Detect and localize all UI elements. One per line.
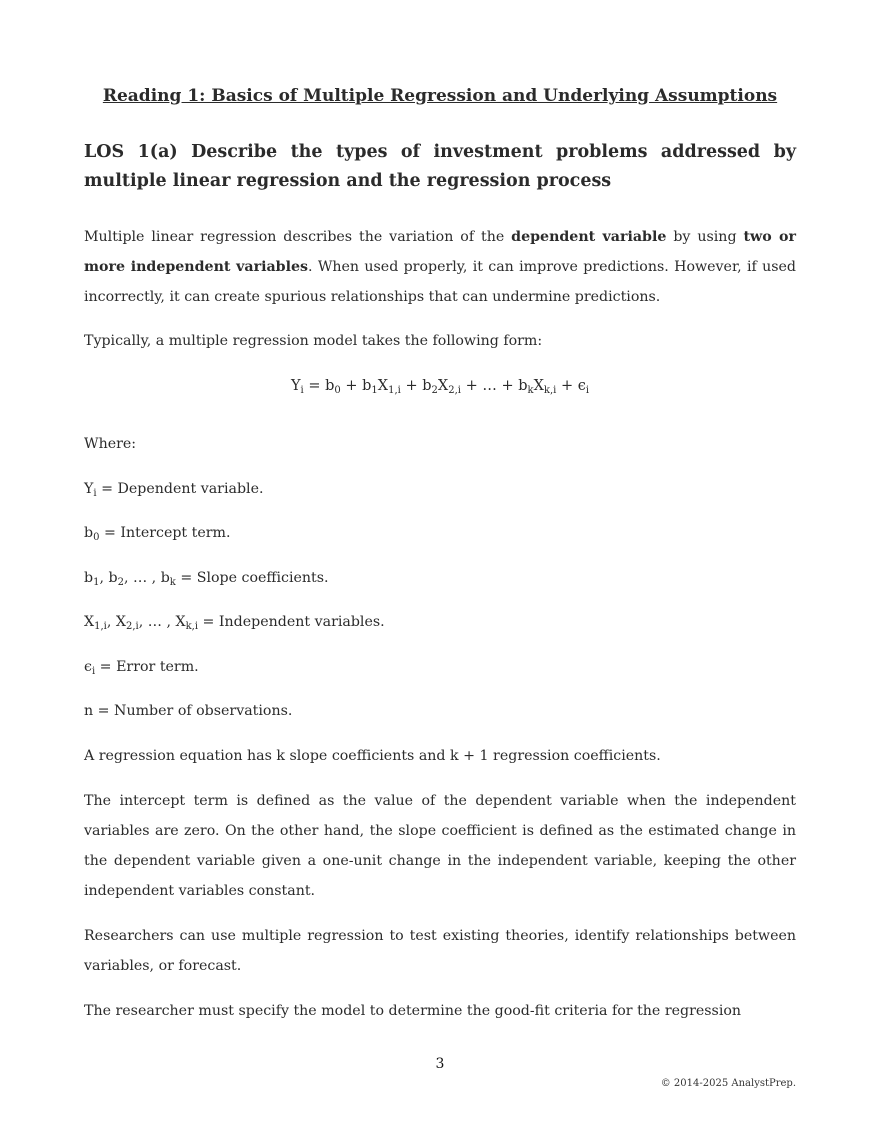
los-heading: LOS 1(a) Describe the types of investment problems addressed by multiple linear regression and the regression process bbox=[84, 142, 796, 191]
regression-equation: $Y_i = b_0 + b_1X_{1,i} + b_2X_{2,i}$ + … + $b_kX_{k,i} + \epsilon_i$ bbox=[290, 378, 590, 396]
intercept-paragraph: The intercept term is defined as the value of the dependent variable when the independent variables are zero. On the other hand, the slope coefficient is defined as the estimated change in the dependent variable given a one-unit change in the independent variable, keeping the other independent variables constant. bbox=[84, 793, 796, 899]
page-number: 3 bbox=[435, 1056, 445, 1072]
typically-paragraph: Typically, a multiple regression model takes the following form: bbox=[84, 333, 543, 349]
definition-slopes: $b_1$, $b_2$, … , $b_k$ = Slope coefficients. bbox=[84, 570, 329, 588]
definition-xs: $X_{1,i}$, $X_{2,i}$, … , $X_{k,i}$ = Independent variables. bbox=[84, 614, 385, 632]
specify-paragraph: The researcher must specify the model to determine the good-fit criteria for the regression bbox=[84, 1003, 742, 1019]
copyright-notice: © 2014-2025 AnalystPrep. bbox=[660, 1078, 796, 1089]
intro-text-2: by using bbox=[666, 229, 744, 245]
intro-text-3: . When used properly, it can improve predictions. However, if used incorrectly, it can create spurious relationships that can undermine predictions. bbox=[84, 259, 796, 305]
researchers-paragraph: Researchers can use multiple regression to test existing theories, identify relationships between variables, or forecast. bbox=[84, 928, 796, 974]
reading-title: Reading 1: Basics of Multiple Regression and Underlying Assumptions bbox=[102, 86, 778, 106]
where-label: Where: bbox=[84, 436, 137, 452]
definition-yi: $Y_i$ = Dependent variable. bbox=[84, 481, 264, 499]
intro-bold-dependent: dependent variable bbox=[511, 229, 667, 245]
intro-text-1: Multiple linear regression describes the variation of the bbox=[84, 229, 512, 245]
definition-n: n = Number of observations. bbox=[84, 703, 293, 719]
coefficients-sentence: A regression equation has k slope coefficients and k + 1 regression coefficients. bbox=[84, 748, 661, 764]
definition-ei: $\epsilon_i$ = Error term. bbox=[84, 659, 199, 677]
definition-b0: $b_0$ = Intercept term. bbox=[84, 525, 231, 543]
intro-paragraph bbox=[84, 222, 796, 312]
intro-bold-independent: two or more independent variables bbox=[84, 229, 796, 275]
